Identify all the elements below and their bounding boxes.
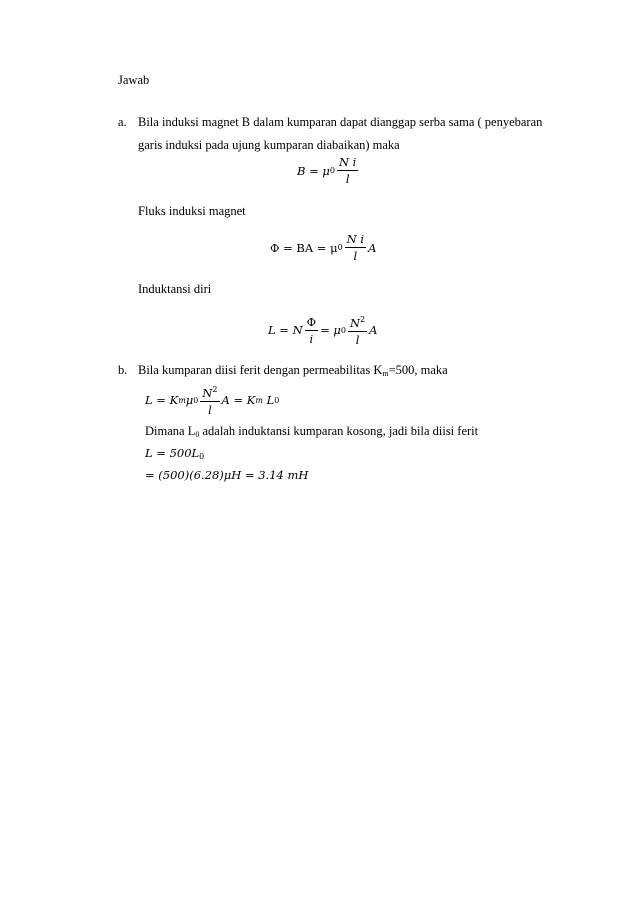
flux-label: Fluks induksi magnet <box>138 204 246 218</box>
equation-flux: Φ = BA = μ 0 $\frac{\text{N i}}{l}$ A <box>270 232 377 263</box>
equation-inductance: L = N $\frac{\Phi}{i}$ = μ 0 $\frac{N^2}{l}$ A <box>268 314 378 347</box>
part-a-line1: Bila induksi magnet B dalam kumparan dapat dianggap serba sama ( penyebaran <box>138 115 543 129</box>
equation-result: = (500)(6.28)μH = 3.14 mH <box>145 468 309 482</box>
equation-b-field: B = μ 0 $\frac{\text{N i}}{l}$ <box>297 155 357 186</box>
part-a-marker: a. <box>118 115 127 129</box>
inductance-label: Induktansi diri <box>138 282 212 296</box>
heading: Jawab <box>118 73 150 87</box>
dimana-line: Dimana $L_0$ adalah induktansi kumparan kosong, jadi bila diisi ferit <box>145 424 479 439</box>
part-b-marker: b. <box>118 363 128 377</box>
part-a-line2: garis induksi pada ujung kumparan diabaikan) maka <box>138 138 400 152</box>
part-b-line1: Bila kumparan diisi ferit dengan permeabilitas $K_m=500$, maka <box>138 363 448 378</box>
equation-l-500: $L = 500L_0$ <box>145 446 205 461</box>
equation-ferrite: L = K m μ 0 $\frac{N^2}{l}$ A = K m L 0 <box>145 385 280 417</box>
